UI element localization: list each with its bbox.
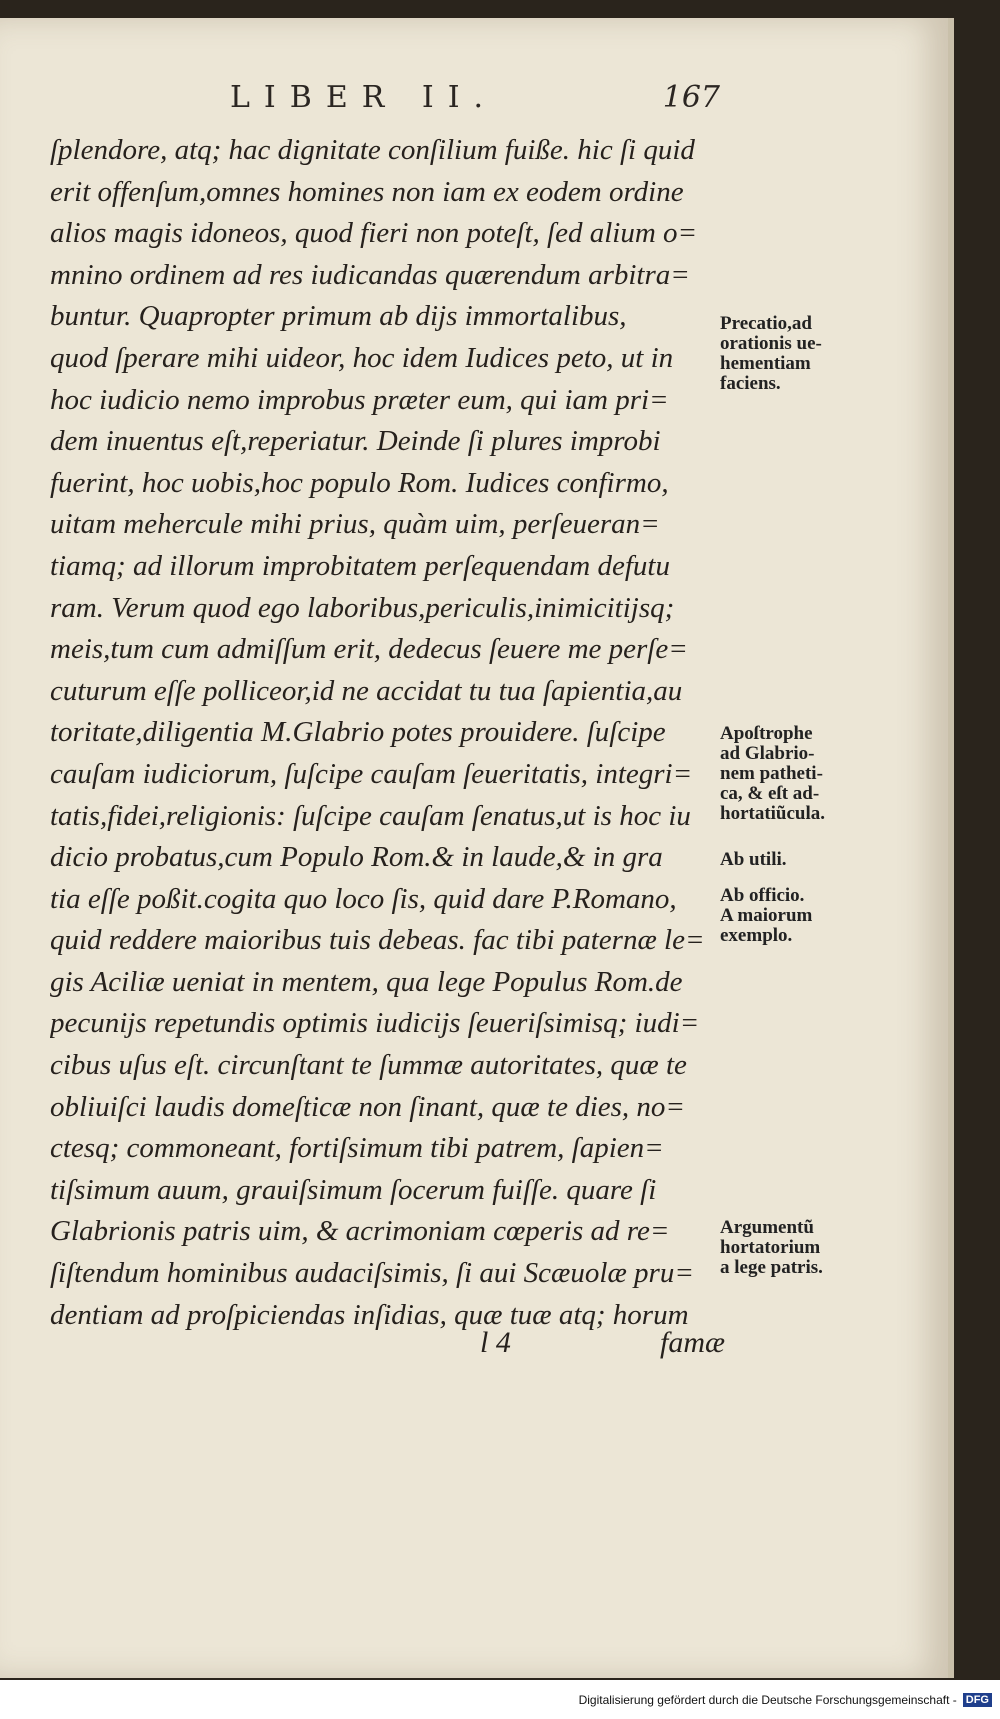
note-line: hortatiũcula. bbox=[720, 803, 826, 824]
text-line: quid reddere maioribus tuis debeas. fac tibi paternæ le= bbox=[50, 924, 705, 957]
text-line: cuturum eſſe polliceor,id ne accidat tu tua ſapientia,au bbox=[50, 674, 683, 707]
text-line: tia eſſe poßit.cogita quo loco ſis, quid dare P.Romano, bbox=[50, 882, 677, 915]
note-line: Argumentũ bbox=[720, 1217, 814, 1238]
text-line: pecunijs repetundis optimis iudicijs ſeueriſsimisq; iudi= bbox=[50, 1007, 700, 1040]
text-line: ſiſtendum hominibus audaciſsimis, ſi aui Scæuolæ pru= bbox=[50, 1257, 694, 1290]
text-line: Glabrionis patris uim, & acrimoniam cœperis ad re= bbox=[50, 1215, 670, 1248]
signature-mark: l 4 bbox=[480, 1326, 511, 1359]
text-line: dentiam ad proſpiciendas inſidias, quæ tuæ atq; horum bbox=[50, 1298, 689, 1331]
catchword: famæ bbox=[660, 1326, 726, 1359]
note-line: hortatorium bbox=[720, 1237, 821, 1258]
note-line: ca, & eſt ad- bbox=[720, 783, 820, 804]
marginal-note bbox=[720, 886, 812, 946]
note-line: A maiorum bbox=[720, 905, 813, 926]
note-line: Precatio,ad bbox=[720, 313, 812, 334]
text-line: quod ſperare mihi uideor, hoc idem Iudices peto, ut in bbox=[50, 341, 674, 374]
footer-credit: Digitalisierung gefördert durch die Deutsche Forschungsgemeinschaft - bbox=[578, 1692, 957, 1707]
text-line: ſplendore, atq; hac dignitate conſilium fuiße. hic ſi quid bbox=[50, 134, 695, 166]
text-line: tiamq; ad illorum improbitatem perſequendam defutu bbox=[50, 549, 670, 582]
note-line: ad Glabrio- bbox=[720, 743, 815, 764]
body-text bbox=[50, 130, 730, 1336]
marginal-note bbox=[720, 724, 825, 824]
dfg-logo: DFG bbox=[963, 1693, 992, 1707]
text-line: alios magis idoneos, quod fieri non poteſt, ſed alium o= bbox=[50, 217, 698, 250]
text-line: tatis,fidei,religionis: ſuſcipe cauſam ſenatus,ut is hoc iu bbox=[50, 799, 691, 832]
text-line: meis,tum cum admiſſum erit, dedecus ſeuere me perſe= bbox=[50, 633, 688, 666]
text-line: tiſsimum auum, grauiſsimum ſocerum fuiſſe. quare ſi bbox=[50, 1173, 657, 1206]
note-line: hementiam bbox=[720, 353, 811, 374]
note-line: a lege patris. bbox=[720, 1257, 823, 1278]
text-line: ram. Verum quod ego laboribus,periculis,inimicitijsq; bbox=[50, 591, 675, 624]
running-title: LIBER II. bbox=[230, 80, 498, 115]
text-line: buntur. Quapropter primum ab dijs immortalibus, bbox=[50, 300, 627, 333]
text-line: gis Aciliæ ueniat in mentem, qua lege Populus Rom.de bbox=[50, 965, 683, 998]
note-line: faciens. bbox=[720, 373, 781, 394]
text-line: uitam mehercule mihi prius, quàm uim, perſeueran= bbox=[50, 508, 660, 541]
note-line: nem patheti- bbox=[720, 763, 823, 784]
note-line: Apoſtrophe bbox=[720, 723, 813, 744]
marginal-note bbox=[720, 1218, 823, 1278]
text-line: mnino ordinem ad res iudicandas quærendum arbitra= bbox=[50, 258, 690, 291]
note-line: orationis ue- bbox=[720, 333, 822, 354]
text-line: obliuiſci laudis domeſticæ non ſinant, quæ te dies, no= bbox=[50, 1090, 685, 1123]
page-number: 167 bbox=[662, 80, 720, 115]
footer bbox=[0, 1680, 1000, 1719]
note-line: Ab officio. bbox=[720, 885, 805, 906]
marginal-note bbox=[720, 314, 822, 394]
text-line: cibus uſus eſt. circunſtant te ſummæ autoritates, quæ te bbox=[50, 1049, 687, 1082]
text-line: ctesq; commoneant, fortiſsimum tibi patrem, ſapien= bbox=[50, 1132, 664, 1165]
text-line: cauſam iudiciorum, ſuſcipe cauſam ſeueritatis, integri= bbox=[50, 757, 693, 790]
marginal-note bbox=[720, 850, 787, 870]
text-line: dicio probatus,cum Populo Rom.& in laude,& in gra bbox=[50, 841, 663, 874]
text-line: dem inuentus eſt,reperiatur. Deinde ſi plures improbi bbox=[50, 425, 661, 458]
text-line: erit offenſum,omnes homines non iam ex eodem ordine bbox=[50, 175, 684, 208]
text-line: toritate,diligentia M.Glabrio potes prouidere. ſuſcipe bbox=[50, 716, 666, 749]
note-line: exemplo. bbox=[720, 925, 793, 946]
text-line: hoc iudicio nemo improbus præter eum, qui iam pri= bbox=[50, 383, 669, 416]
running-header bbox=[230, 80, 720, 115]
book-page bbox=[0, 18, 954, 1678]
text-line: fuerint, hoc uobis,hoc populo Rom. Iudices confirmo, bbox=[50, 466, 669, 499]
note-line: Ab utili. bbox=[720, 849, 787, 870]
